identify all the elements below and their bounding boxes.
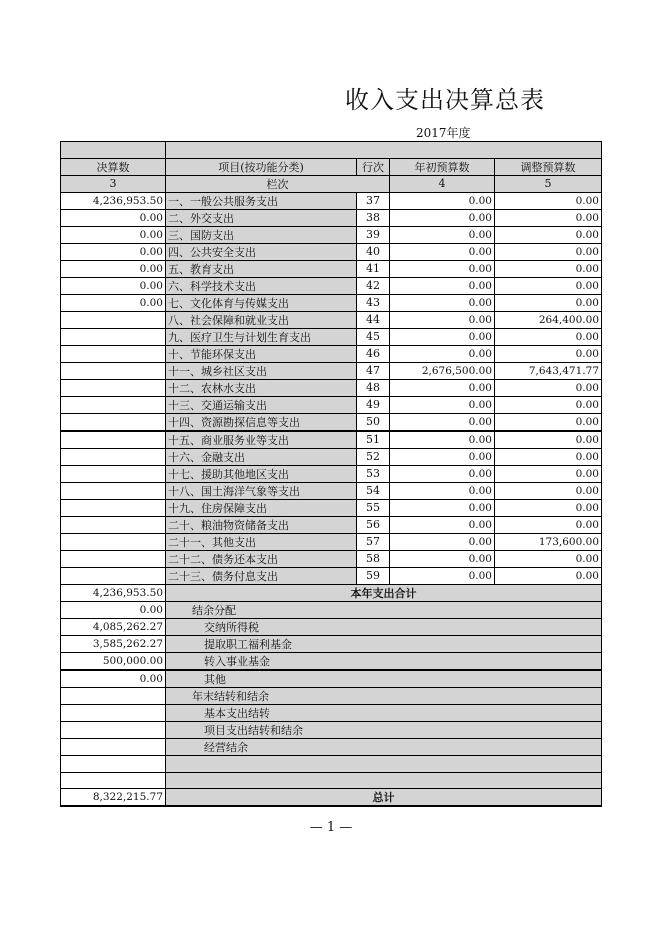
expense-item-cell: 二十、粮油物资储备支出 — [166, 516, 357, 533]
adjusted-budget-cell: 0.00 — [495, 516, 602, 533]
page-title: 收入支出决算总表 — [345, 86, 545, 114]
distribution-amount-cell — [61, 721, 166, 738]
initial-budget-cell: 0.00 — [390, 209, 495, 226]
actual-amount-cell — [61, 362, 166, 379]
expense-row — [61, 413, 602, 431]
expense-item-cell: 一、一般公共服务支出 — [166, 192, 357, 209]
line-number-cell: 41 — [357, 260, 390, 277]
actual-amount-cell — [61, 379, 166, 396]
line-number-cell: 43 — [357, 294, 390, 311]
actual-amount-cell: 4,236,953.50 — [61, 192, 166, 209]
expense-row — [61, 277, 602, 294]
expense-item-cell: 十、节能环保支出 — [166, 345, 357, 362]
expense-item-cell: 三、国防支出 — [166, 226, 357, 243]
subtotal-label-cell: 本年支出合计 — [166, 584, 602, 601]
col-header-line: 行次 — [357, 158, 390, 175]
col-header-amount: 决算数 — [61, 158, 166, 175]
expense-row — [61, 260, 602, 277]
distribution-amount-cell: 500,000.00 — [61, 652, 166, 670]
distribution-label-cell — [166, 755, 602, 772]
expense-row — [61, 311, 602, 328]
actual-amount-cell — [61, 482, 166, 499]
line-number-cell: 45 — [357, 328, 390, 345]
expense-item-cell: 十八、国土海洋气象等支出 — [166, 482, 357, 499]
line-number-cell: 37 — [357, 192, 390, 209]
distribution-amount-cell — [61, 704, 166, 721]
expense-item-cell: 七、文化体育与传媒支出 — [166, 294, 357, 311]
expense-row — [61, 516, 602, 533]
actual-amount-cell — [61, 448, 166, 465]
actual-amount-cell — [61, 431, 166, 449]
expense-row — [61, 499, 602, 516]
adjusted-budget-cell: 0.00 — [495, 226, 602, 243]
initial-budget-cell: 0.00 — [390, 550, 495, 567]
distribution-amount-cell: 4,085,262.27 — [61, 618, 166, 635]
distribution-amount-cell: 0.00 — [61, 601, 166, 618]
expense-row — [61, 294, 602, 311]
expense-item-cell: 二十一、其他支出 — [166, 533, 357, 550]
line-number-cell: 42 — [357, 277, 390, 294]
adjusted-budget-cell: 0.00 — [495, 192, 602, 209]
adjusted-budget-cell: 0.00 — [495, 260, 602, 277]
distribution-row — [61, 687, 602, 704]
adjusted-budget-cell: 0.00 — [495, 413, 602, 431]
initial-budget-cell: 0.00 — [390, 567, 495, 584]
actual-amount-cell — [61, 567, 166, 584]
expense-row — [61, 396, 602, 413]
actual-amount-cell — [61, 311, 166, 328]
line-number-cell: 55 — [357, 499, 390, 516]
line-number-cell: 46 — [357, 345, 390, 362]
adjusted-budget-cell: 0.00 — [495, 277, 602, 294]
distribution-label-cell: 经营结余 — [166, 738, 602, 755]
expense-row — [61, 379, 602, 396]
adjusted-budget-cell: 264,400.00 — [495, 311, 602, 328]
distribution-amount-cell: 3,585,262.27 — [61, 635, 166, 652]
actual-amount-cell — [61, 345, 166, 362]
initial-budget-cell: 0.00 — [390, 448, 495, 465]
initial-budget-cell: 0.00 — [390, 277, 495, 294]
adjusted-budget-cell: 173,600.00 — [495, 533, 602, 550]
distribution-amount-cell — [61, 755, 166, 772]
expense-row — [61, 550, 602, 567]
line-number-cell: 49 — [357, 396, 390, 413]
actual-amount-cell: 0.00 — [61, 209, 166, 226]
initial-budget-cell: 0.00 — [390, 516, 495, 533]
distribution-label-cell: 转入事业基金 — [166, 652, 602, 670]
initial-budget-cell: 0.00 — [390, 243, 495, 260]
initial-budget-cell: 0.00 — [390, 294, 495, 311]
expense-row — [61, 533, 602, 550]
initial-budget-cell: 0.00 — [390, 260, 495, 277]
col-header-item: 项目(按功能分类) — [166, 158, 357, 175]
distribution-row — [61, 755, 602, 772]
adjusted-budget-cell: 0.00 — [495, 567, 602, 584]
distribution-row — [61, 738, 602, 755]
expense-item-cell: 十六、金融支出 — [166, 448, 357, 465]
initial-budget-cell: 0.00 — [390, 328, 495, 345]
expense-item-cell: 十七、援助其他地区支出 — [166, 465, 357, 482]
distribution-label-cell: 交纳所得税 — [166, 618, 602, 635]
adjusted-budget-cell: 0.00 — [495, 209, 602, 226]
initial-budget-cell: 0.00 — [390, 533, 495, 550]
col-index-amount: 3 — [61, 175, 166, 192]
actual-amount-cell: 0.00 — [61, 294, 166, 311]
initial-budget-cell: 0.00 — [390, 345, 495, 362]
initial-budget-cell: 0.00 — [390, 465, 495, 482]
total-label-cell: 总计 — [166, 789, 602, 807]
expense-row — [61, 465, 602, 482]
distribution-label-cell: 提取职工福利基金 — [166, 635, 602, 652]
col-header-budget: 年初预算数 — [390, 158, 495, 175]
actual-amount-cell — [61, 516, 166, 533]
initial-budget-cell: 0.00 — [390, 311, 495, 328]
budget-summary-table — [60, 141, 602, 807]
expense-row — [61, 243, 602, 260]
distribution-row — [61, 704, 602, 721]
expense-item-cell: 十四、资源勘探信息等支出 — [166, 413, 357, 431]
distribution-label-cell: 年末结转和结余 — [166, 687, 602, 704]
total-row — [61, 789, 602, 807]
actual-amount-cell: 0.00 — [61, 277, 166, 294]
adjusted-budget-cell: 0.00 — [495, 550, 602, 567]
line-number-cell: 56 — [357, 516, 390, 533]
line-number-cell: 53 — [357, 465, 390, 482]
expense-row — [61, 431, 602, 449]
col-index-adjusted: 5 — [495, 175, 602, 192]
line-number-cell: 52 — [357, 448, 390, 465]
distribution-row — [61, 670, 602, 688]
initial-budget-cell: 0.00 — [390, 499, 495, 516]
expense-row — [61, 482, 602, 499]
column-header-row — [61, 158, 602, 175]
actual-amount-cell — [61, 533, 166, 550]
expense-item-cell: 八、社会保障和就业支出 — [166, 311, 357, 328]
distribution-row — [61, 635, 602, 652]
col-index-item: 栏次 — [166, 175, 390, 192]
distribution-amount-cell — [61, 738, 166, 755]
expense-item-cell: 二十三、债务付息支出 — [166, 567, 357, 584]
expense-row — [61, 226, 602, 243]
line-number-cell: 59 — [357, 567, 390, 584]
expense-item-cell: 十二、农林水支出 — [166, 379, 357, 396]
adjusted-budget-cell: 0.00 — [495, 294, 602, 311]
line-number-cell: 58 — [357, 550, 390, 567]
distribution-row — [61, 652, 602, 670]
distribution-row — [61, 721, 602, 738]
initial-budget-cell: 0.00 — [390, 226, 495, 243]
adjusted-budget-cell: 0.00 — [495, 243, 602, 260]
adjusted-budget-cell: 0.00 — [495, 499, 602, 516]
expense-row — [61, 345, 602, 362]
distribution-label-cell: 基本支出结转 — [166, 704, 602, 721]
line-number-cell: 54 — [357, 482, 390, 499]
initial-budget-cell: 0.00 — [390, 413, 495, 431]
initial-budget-cell: 0.00 — [390, 482, 495, 499]
actual-amount-cell — [61, 465, 166, 482]
distribution-amount-cell: 0.00 — [61, 670, 166, 688]
page-number: — 1 — — [309, 820, 353, 835]
expense-item-cell: 九、医疗卫生与计划生育支出 — [166, 328, 357, 345]
col-header-adjusted: 调整预算数 — [495, 158, 602, 175]
expense-item-cell: 十五、商业服务业等支出 — [166, 431, 357, 449]
distribution-label-cell — [166, 772, 602, 789]
adjusted-budget-cell: 0.00 — [495, 396, 602, 413]
fiscal-year: 2017年度 — [416, 126, 471, 140]
distribution-amount-cell — [61, 687, 166, 704]
expense-item-cell: 二十二、债务还本支出 — [166, 550, 357, 567]
actual-amount-cell — [61, 499, 166, 516]
col-index-budget: 4 — [390, 175, 495, 192]
total-amount-cell: 8,322,215.77 — [61, 789, 166, 807]
adjusted-budget-cell: 0.00 — [495, 465, 602, 482]
blank-header-row — [61, 142, 602, 159]
line-number-cell: 38 — [357, 209, 390, 226]
subtotal-amount-cell: 4,236,953.50 — [61, 584, 166, 601]
actual-amount-cell: 0.00 — [61, 226, 166, 243]
adjusted-budget-cell: 0.00 — [495, 345, 602, 362]
adjusted-budget-cell: 0.00 — [495, 448, 602, 465]
line-number-cell: 48 — [357, 379, 390, 396]
adjusted-budget-cell: 7,643,471.77 — [495, 362, 602, 379]
expense-row — [61, 192, 602, 209]
expense-item-cell: 十九、住房保障支出 — [166, 499, 357, 516]
expense-row — [61, 209, 602, 226]
adjusted-budget-cell: 0.00 — [495, 482, 602, 499]
actual-amount-cell: 0.00 — [61, 260, 166, 277]
line-number-cell: 40 — [357, 243, 390, 260]
expense-row — [61, 328, 602, 345]
actual-amount-cell — [61, 413, 166, 431]
distribution-row — [61, 601, 602, 618]
adjusted-budget-cell: 0.00 — [495, 379, 602, 396]
expense-item-cell: 四、公共安全支出 — [166, 243, 357, 260]
expense-item-cell: 二、外交支出 — [166, 209, 357, 226]
expense-row — [61, 362, 602, 379]
distribution-label-cell: 结余分配 — [166, 601, 602, 618]
distribution-row — [61, 772, 602, 789]
initial-budget-cell: 0.00 — [390, 431, 495, 449]
distribution-amount-cell — [61, 772, 166, 789]
actual-amount-cell: 0.00 — [61, 243, 166, 260]
line-number-cell: 50 — [357, 413, 390, 431]
expense-item-cell: 五、教育支出 — [166, 260, 357, 277]
column-index-row — [61, 175, 602, 192]
expense-item-cell: 十三、交通运输支出 — [166, 396, 357, 413]
expense-item-cell: 六、科学技术支出 — [166, 277, 357, 294]
expense-row — [61, 567, 602, 584]
initial-budget-cell: 2,676,500.00 — [390, 362, 495, 379]
expense-row — [61, 448, 602, 465]
expense-item-cell: 十一、城乡社区支出 — [166, 362, 357, 379]
distribution-label-cell: 其他 — [166, 670, 602, 688]
subtotal-row — [61, 584, 602, 601]
line-number-cell: 57 — [357, 533, 390, 550]
line-number-cell: 47 — [357, 362, 390, 379]
initial-budget-cell: 0.00 — [390, 396, 495, 413]
line-number-cell: 39 — [357, 226, 390, 243]
actual-amount-cell — [61, 396, 166, 413]
distribution-row — [61, 618, 602, 635]
distribution-label-cell: 项目支出结转和结余 — [166, 721, 602, 738]
actual-amount-cell — [61, 328, 166, 345]
line-number-cell: 44 — [357, 311, 390, 328]
initial-budget-cell: 0.00 — [390, 379, 495, 396]
adjusted-budget-cell: 0.00 — [495, 431, 602, 449]
actual-amount-cell — [61, 550, 166, 567]
adjusted-budget-cell: 0.00 — [495, 328, 602, 345]
line-number-cell: 51 — [357, 431, 390, 449]
initial-budget-cell: 0.00 — [390, 192, 495, 209]
